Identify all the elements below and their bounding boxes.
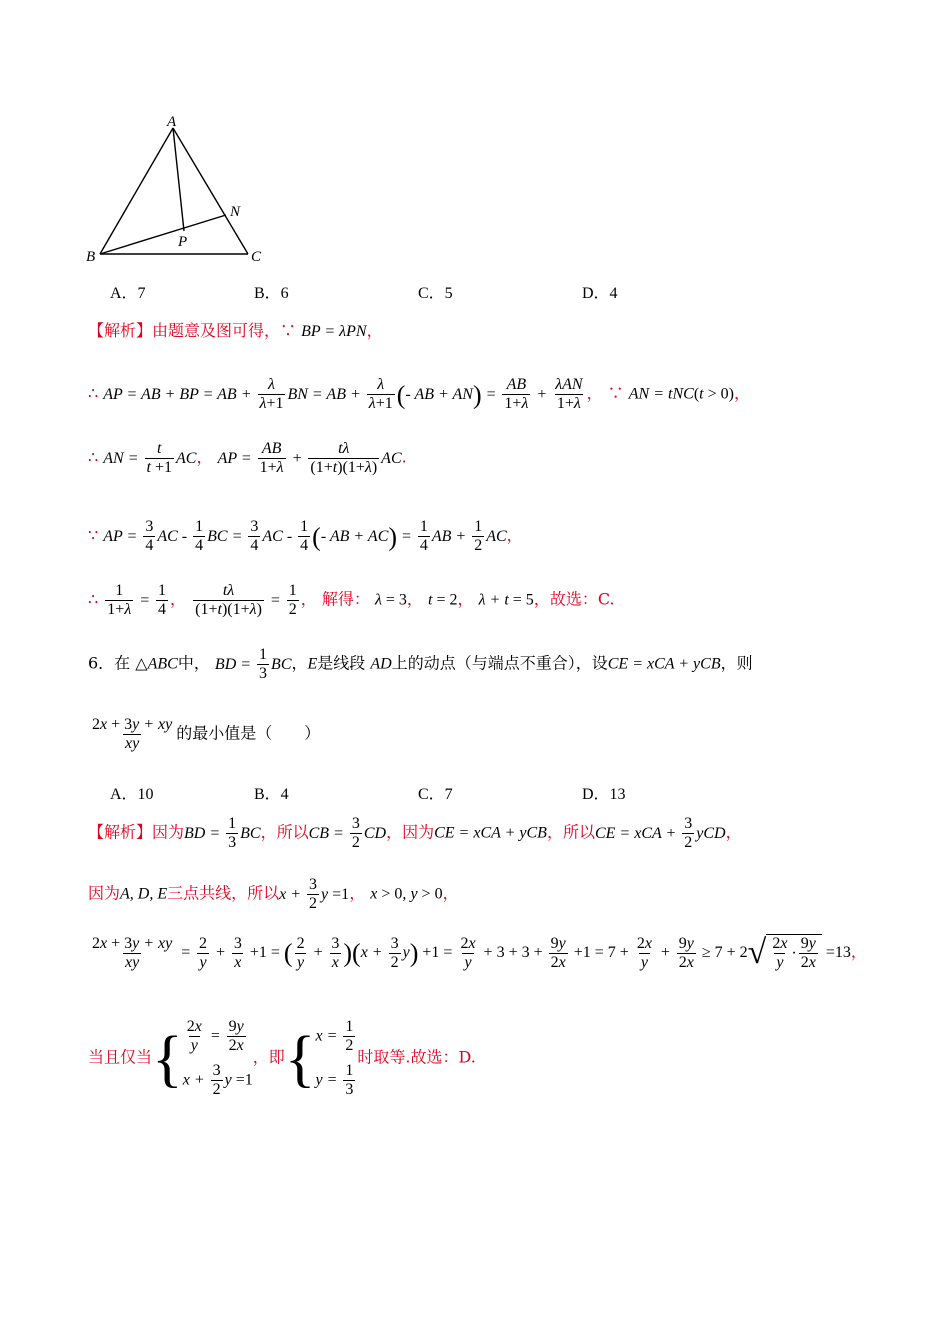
formula: $\frac{1}{1+\lambda}$ = $\frac{1}{4}$ (107, 582, 167, 619)
solved-label: 解得： (321, 589, 370, 609)
because-symbol: ∵ (607, 383, 624, 403)
label-c: C (251, 249, 262, 265)
formula: CE = xCA + $\frac{3}{2}$ yCD (594, 815, 726, 852)
because-symbol: ∵ (280, 321, 297, 340)
formula: BD = $\frac{1}{3}$ BC (184, 815, 261, 852)
q5-option-b: B．6 (254, 285, 289, 302)
therefore-symbol: ∴ (88, 383, 99, 403)
q6-stem-line1: 6．在 △ABC中， BD = $\frac{1}{3}$ BC，E是线段 AD上的动点（与端点不重合），设CE = xCA + yCB，则 (88, 646, 753, 683)
label-n: N (230, 204, 241, 220)
q5-solution-line1: ∴ AP = AB + BP = AB + $\frac{\lambda}{\lambda+1}$ BN = AB + $\frac{\lambda}{\lambda+1}$ (- AB + AN) = $\frac{AB}{1+\lambda}$ + $\frac{\text{λAN}}{1+\lambda}$ ， ∵ AN = tNC(t > 0)， (88, 376, 750, 413)
formula: λ + t = 5 (478, 591, 534, 609)
q6-option-c: C．7 (418, 786, 453, 803)
q6-solution-line3: $\frac{2x + 3y + xy}{xy}$ = $\frac{2}{y}$ + $\frac{3}{x}$ +1 = ( $\frac{2}{y}$ + $\frac{3}{x}$ )(x + $\frac{3}{2}$ y) +1 = $\frac{2x}{y}$ + 3 + 3 + $\frac{9y}{2x}$ +1 = 7 + $\frac{2x}{y}$ + $\frac{9y}{2x}$ ≥ 7 + 2 √ $\frac{2x}{y}$ · $\frac{9y}{2x}$ =13， (88, 934, 867, 973)
q5-solution-label: 【解析】由题意及图可得， (88, 321, 281, 340)
q6-option-a: A．10 (110, 786, 154, 803)
formula: AP = $\frac{3}{4}$ AC - $\frac{1}{4}$ BC = $\frac{3}{4}$ AC - $\frac{1}{4}$ (- AB + AC) = $\frac{1}{4}$ AB + $\frac{1}{2}$ AC (103, 518, 507, 555)
q6-option-b: B．4 (254, 786, 289, 803)
formula: CE = xCA + yCB (434, 824, 547, 842)
formula: $\frac{2x + 3y + xy}{xy}$ (92, 716, 173, 753)
formula: { x = $\frac{1}{2}$ y = $\frac{1}{3}$ (284, 1018, 354, 1099)
formula: x + $\frac{3}{2}$ y =1 (279, 876, 350, 913)
q6-solution-line1: 【解析】因为BD = $\frac{1}{3}$ BC，所以CB = $\frac{3}{2}$ CD，因为CE = xCA + yCB，所以CE = xCA + $\frac{3}{2}$ yCD， (88, 815, 742, 852)
formula: λ = 3 (374, 591, 407, 609)
formula: t = 2 (428, 591, 458, 609)
formula: BD = $\frac{1}{3}$ BC (214, 646, 292, 683)
formula: AD (370, 655, 392, 673)
q6-number: 6．在 (88, 653, 131, 673)
because-symbol: ∵ (88, 525, 99, 545)
label-b: B (86, 249, 96, 265)
q5-solution-line2: ∴ AN = $\frac{t}{t +1}$ AC， AP = $\frac{AB}{1+\lambda}$ + $\frac{t\lambda}{(1+t)(1+\lambda)}$ AC. (88, 440, 407, 477)
q6-solution-line2: 因为A, D, E三点共线，所以x + $\frac{3}{2}$ y =1， x > 0, y > 0， (88, 876, 459, 913)
formula: CE = xCA + yCB (607, 655, 721, 673)
q5-solution-line3: ∵ AP = $\frac{3}{4}$ AC - $\frac{1}{4}$ BC = $\frac{3}{4}$ AC - $\frac{1}{4}$ (- AB + AC) = $\frac{1}{4}$ AB + $\frac{1}{2}$ AC， (88, 518, 523, 555)
formula: { $\frac{2x}{y}$ = $\frac{9y}{2x}$ x + $\frac{3}{2}$ y =1 (152, 1018, 253, 1099)
formula: AN = $\frac{t}{t +1}$ AC (103, 440, 197, 477)
q6-option-d: D．13 (582, 786, 626, 803)
q6-solution-label: 【解析】因为 (88, 822, 185, 842)
formula: AN = tNC(t > 0) (628, 385, 734, 403)
formula: AP = AB + BP = AB + $\frac{\lambda}{\lambda+1}$ BN = AB + $\frac{\lambda}{\lambda+1}$ (- AB + AN) = $\frac{AB}{1+\lambda}$ + $\frac{\text{λAN}}{1+\lambda}$ (103, 376, 583, 413)
formula: AP = $\frac{AB}{1+\lambda}$ + $\frac{t\lambda}{(1+t)(1+\lambda)}$ AC (217, 440, 402, 477)
q5-solution-line4: ∴ $\frac{1}{1+\lambda}$ = $\frac{1}{4}$ ， $\frac{t\lambda}{(1+t)(1+\lambda)}$ = $\frac{1}{2}$ ， 解得： λ = 3， t = 2， λ + t = 5，故选：C. (88, 582, 615, 619)
therefore-symbol: ∴ (88, 447, 99, 467)
q5-option-c: C．5 (418, 285, 453, 302)
q5-option-a: A．7 (110, 285, 146, 302)
q5-option-d: D．4 (582, 285, 618, 302)
label-a: A (167, 114, 177, 130)
formula: CB = $\frac{3}{2}$ CD (308, 815, 387, 852)
formula: △ABC (135, 655, 178, 673)
q6-solution-line4: 当且仅当{ $\frac{2x}{y}$ = $\frac{9y}{2x}$ x + $\frac{3}{2}$ y =1 ，即{ x = $\frac{1}{2}$ y = $\frac{1}{3}$ 时取等.故选：D. (88, 1018, 476, 1099)
q5-solution-line0: 【解析】由题意及图可得，∵ BP = λPN， (88, 321, 383, 340)
q5-conclusion: 故选：C. (549, 589, 615, 609)
therefore-symbol: ∴ (88, 589, 99, 609)
triangle-figure (80, 110, 280, 270)
q6-stem-line2: $\frac{2x + 3y + xy}{xy}$ 的最小值是（ ） (88, 716, 320, 754)
formula: $\frac{t\lambda}{(1+t)(1+\lambda)}$ = $\frac{1}{2}$ (195, 582, 297, 619)
formula: A, D, E (120, 885, 168, 903)
formula: x > 0, y > 0 (370, 885, 443, 903)
q6-conclusion: 时取等.故选：D. (357, 1047, 476, 1067)
label-p: P (178, 234, 188, 250)
formula: BP = λPN (301, 323, 367, 340)
formula: $\frac{2x + 3y + xy}{xy}$ = $\frac{2}{y}$ + $\frac{3}{x}$ +1 = ( $\frac{2}{y}$ + $\frac{3}{x}$ )(x + $\frac{3}{2}$ y) +1 = $\frac{2x}{y}$ + 3 + 3 + $\frac{9y}{2x}$ +1 = 7 + $\frac{2x}{y}$ + $\frac{9y}{2x}$ ≥ 7 + 2 √ $\frac{2x}{y}$ · $\frac{9y}{2x}$ =13 (92, 934, 851, 972)
